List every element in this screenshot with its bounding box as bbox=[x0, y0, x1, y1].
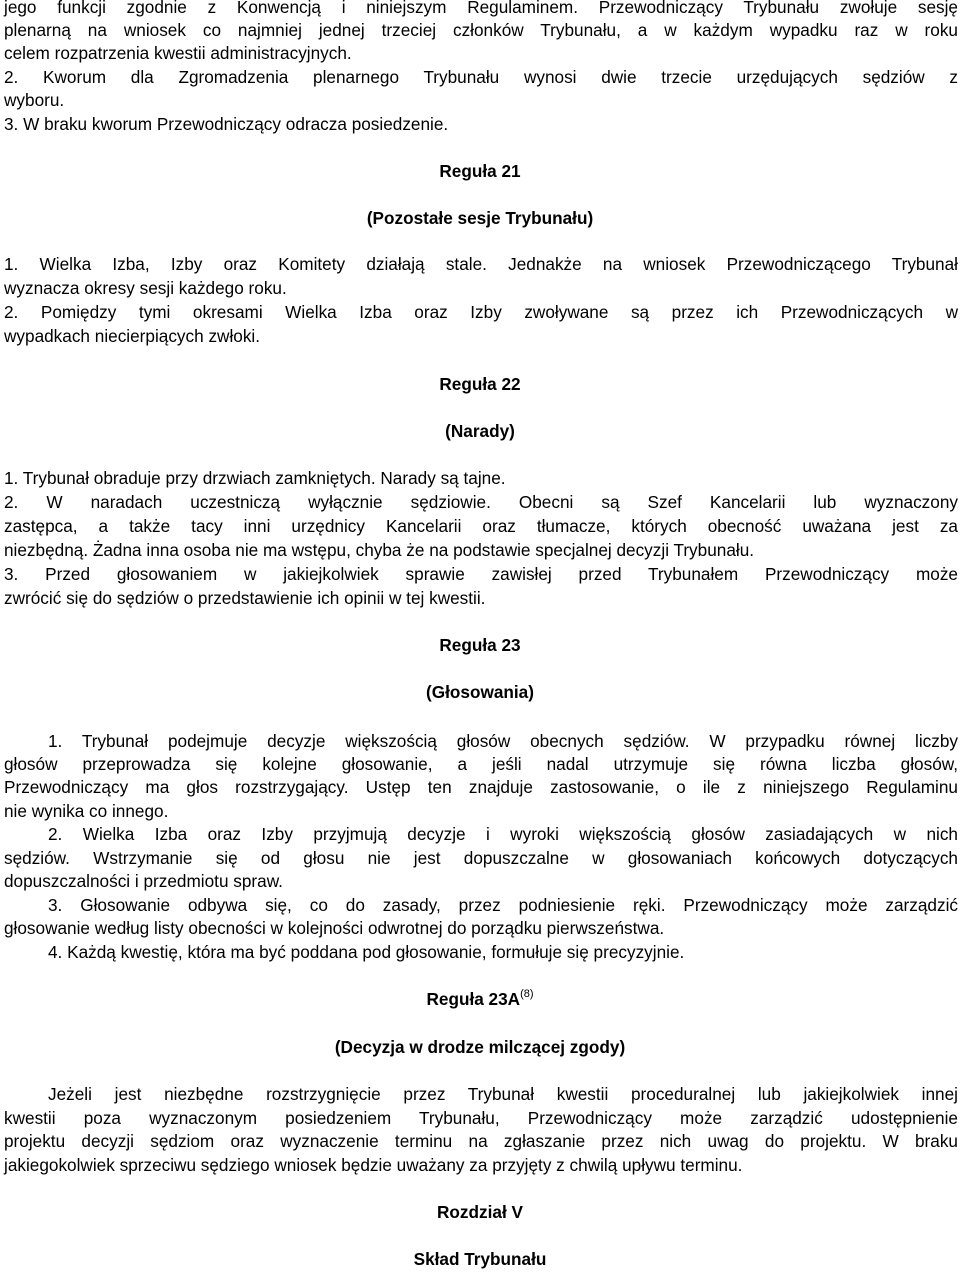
rule-heading bbox=[0, 988, 960, 1011]
text-line: 3. Przed głosowaniem w jakiejkolwiek sprawie zawisłej przed Trybunałem Przewodniczący może bbox=[4, 564, 958, 584]
text-line: wypadkach niecierpiących zwłoki. bbox=[4, 326, 261, 346]
text-line: 2. W naradach uczestniczą wyłącznie sędziowie. Obecni są Szef Kancelarii lub wyznaczony bbox=[4, 492, 958, 512]
text-line: niezbędną. Żadna inna osoba nie ma wstępu, chyba że na podstawie specjalnej decyzji Trybunału. bbox=[4, 540, 755, 560]
rule-subheading: (Narady) bbox=[445, 421, 515, 441]
text-line: dopuszczalności i przedmiotu spraw. bbox=[4, 871, 283, 891]
text-line: 3. Głosowanie odbywa się, co do zasady, przez podniesienie ręki. Przewodniczący może zarządzić bbox=[48, 895, 958, 915]
rule-heading: Reguła 21 bbox=[439, 161, 521, 181]
rule-heading-text: Reguła 23A bbox=[426, 989, 521, 1009]
text-line: wyznacza okresy sesji każdego roku. bbox=[4, 278, 287, 298]
text-line: zastępca, a także tacy inni urzędnicy Kancelarii oraz tłumacze, których obecność uważana jest za bbox=[4, 516, 958, 536]
text-line: Przewodniczący ma głos rozstrzygający. Ustęp ten znajduje zastosowanie, o ile z niniejszego Regulaminu bbox=[4, 777, 958, 797]
text-line: celem rozpatrzenia kwestii administracyjnych. bbox=[4, 43, 352, 63]
footnote-marker: (8) bbox=[520, 988, 534, 1000]
text-line: nie wynika co innego. bbox=[4, 801, 169, 821]
rule-heading: Reguła 23 bbox=[439, 635, 521, 655]
text-line: głosowanie według listy obecności w kolejności odwrotnej do porządku pierwszeństwa. bbox=[4, 918, 665, 938]
rule-heading: Reguła 22 bbox=[439, 374, 521, 394]
chapter-heading: Rozdział V bbox=[437, 1202, 523, 1222]
text-line: 2. Kworum dla Zgromadzenia plenarnego Trybunału wynosi dwie trzecie urzędujących sędziów z bbox=[4, 67, 958, 87]
text-line: sędziów. Wstrzymanie się od głosu nie jest dopuszczalne w głosowaniach końcowych dotyczących bbox=[4, 848, 958, 868]
text-line: wyboru. bbox=[4, 90, 65, 110]
text-line: jakiegokolwiek sprzeciwu sędziego wniosek będzie uważany za przyjęty z chwilą upływu terminu. bbox=[4, 1155, 743, 1175]
text-line: 1. Trybunał obraduje przy drzwiach zamkniętych. Narady są tajne. bbox=[4, 468, 506, 488]
text-line: projektu decyzji sędziom oraz wyznaczenie terminu na zgłaszanie przez nich uwag do projektu. W braku bbox=[4, 1131, 958, 1151]
text-line: 1. Wielka Izba, Izby oraz Komitety działają stale. Jednakże na wniosek Przewodniczącego Trybunał bbox=[4, 254, 958, 274]
text-line: głosów przeprowadza się kolejne głosowanie, a jeśli nadal utrzymuje się równa liczba głosów, bbox=[4, 754, 958, 774]
text-line: 1. Trybunał podejmuje decyzje większością głosów obecnych sędziów. W przypadku równej liczby bbox=[48, 731, 958, 751]
text-line: jego funkcji zgodnie z Konwencją i niniejszym Regulaminem. Przewodniczący Trybunału zwołuje sesję bbox=[4, 0, 958, 17]
text-line: Jeżeli jest niezbędne rozstrzygnięcie przez Trybunał kwestii proceduralnej lub jakiejkolwiek innej bbox=[48, 1084, 958, 1104]
rule-subheading: (Głosowania) bbox=[426, 682, 534, 702]
chapter-subheading: Skład Trybunału bbox=[413, 1249, 547, 1269]
text-line: 2. Wielka Izba oraz Izby przyjmują decyzje i wyroki większością głosów zasiadających w nich bbox=[48, 824, 958, 844]
rule-subheading: (Pozostałe sesje Trybunału) bbox=[366, 208, 594, 228]
text-line: 4. Każdą kwestię, która ma być poddana pod głosowanie, formułuje się precyzyjnie. bbox=[48, 942, 685, 962]
text-line: 3. W braku kworum Przewodniczący odracza posiedzenie. bbox=[4, 114, 449, 134]
text-line: plenarną na wniosek co najmniej jednej trzeciej członków Trybunału, a w każdym wypadku raz w roku bbox=[4, 20, 958, 40]
text-line: 2. Pomiędzy tymi okresami Wielka Izba oraz Izby zwoływane są przez ich Przewodniczących w bbox=[4, 302, 958, 322]
text-line: kwestii poza wyznaczonym posiedzeniem Trybunału, Przewodniczący może zarządzić udostępnienie bbox=[4, 1108, 958, 1128]
rule-subheading: (Decyzja w drodze milczącej zgody) bbox=[334, 1037, 626, 1057]
text-line: zwrócić się do sędziów o przedstawienie ich opinii w tej kwestii. bbox=[4, 588, 486, 608]
